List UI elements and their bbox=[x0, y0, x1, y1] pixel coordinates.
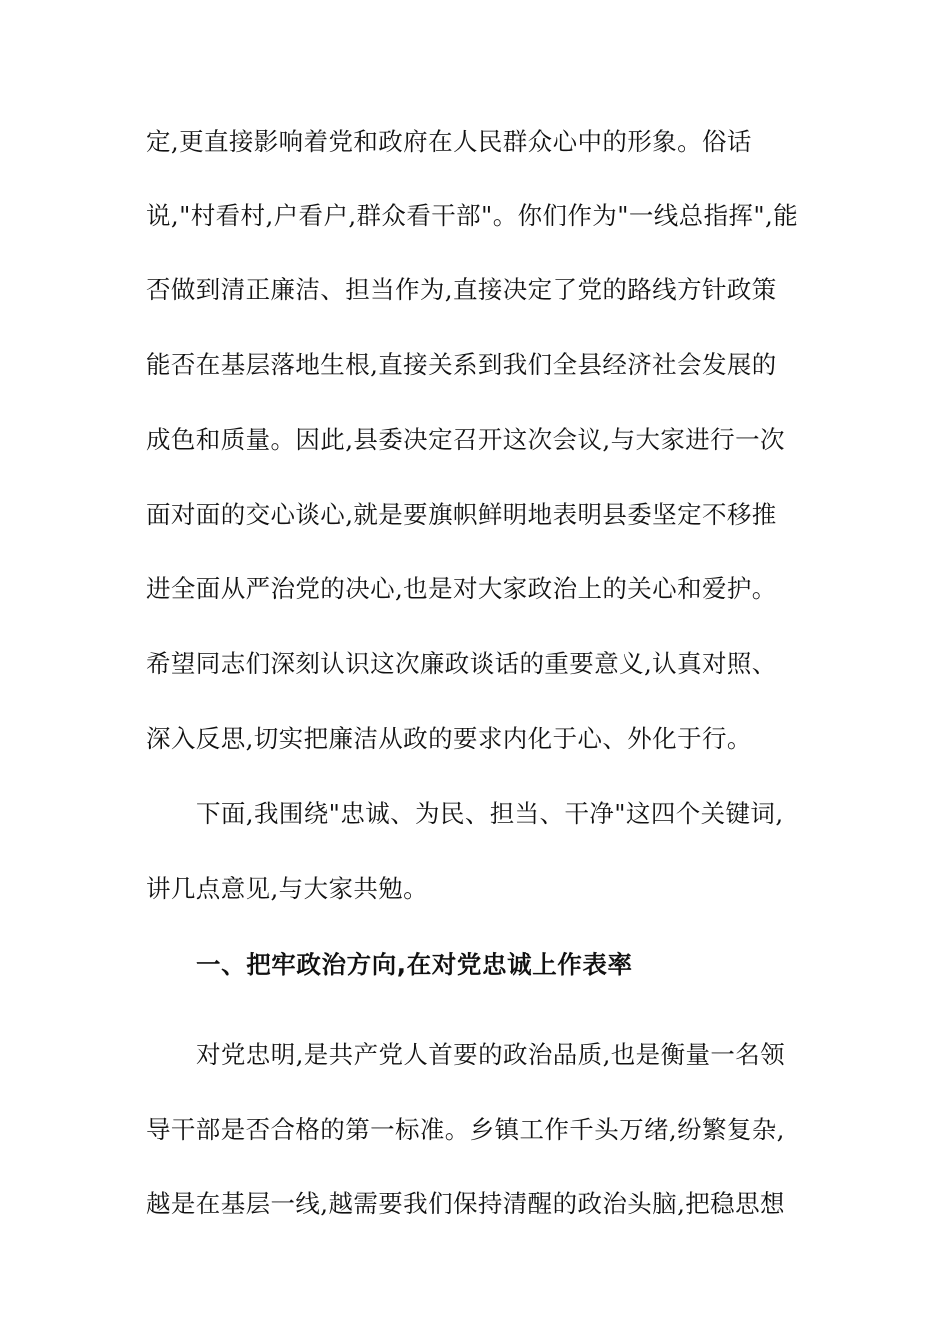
section-heading: 一、把牢政治方向,在对党忠诚上作表率 bbox=[196, 950, 633, 979]
paragraph-line: 希望同志们深刻认识这次廉政谈话的重要意义,认真对照、 bbox=[146, 649, 777, 678]
paragraph-line: 面对面的交心谈心,就是要旗帜鲜明地表明县委坚定不移推 bbox=[146, 500, 777, 529]
paragraph-line: 进全面从严治党的决心,也是对大家政治上的关心和爱护。 bbox=[146, 574, 777, 603]
paragraph-line: 导干部是否合格的第一标准。乡镇工作千头万绪,纷繁复杂, bbox=[146, 1115, 785, 1144]
paragraph-line: 越是在基层一线,越需要我们保持清醒的政治头脑,把稳思想 bbox=[146, 1189, 785, 1218]
paragraph-line: 深入反思,切实把廉洁从政的要求内化于心、外化于行。 bbox=[146, 724, 752, 753]
paragraph-line: 下面,我围绕"忠诚、为民、担当、干净"这四个关键词, bbox=[196, 799, 784, 828]
paragraph-line: 成色和质量。因此,县委决定召开这次会议,与大家进行一次 bbox=[146, 425, 785, 454]
paragraph-line: 否做到清正廉洁、担当作为,直接决定了党的路线方针政策 bbox=[146, 275, 777, 304]
paragraph-line: 能否在基层落地生根,直接关系到我们全县经济社会发展的 bbox=[146, 350, 777, 379]
paragraph-line: 对党忠明,是共产党人首要的政治品质,也是衡量一名领 bbox=[196, 1040, 786, 1069]
paragraph-line: 说,"村看村,户看户,群众看干部"。你们作为"一线总指挥",能 bbox=[146, 201, 799, 230]
paragraph-line: 定,更直接影响着党和政府在人民群众心中的形象。俗话 bbox=[146, 127, 752, 156]
paragraph-line: 讲几点意见,与大家共勉。 bbox=[146, 874, 429, 903]
